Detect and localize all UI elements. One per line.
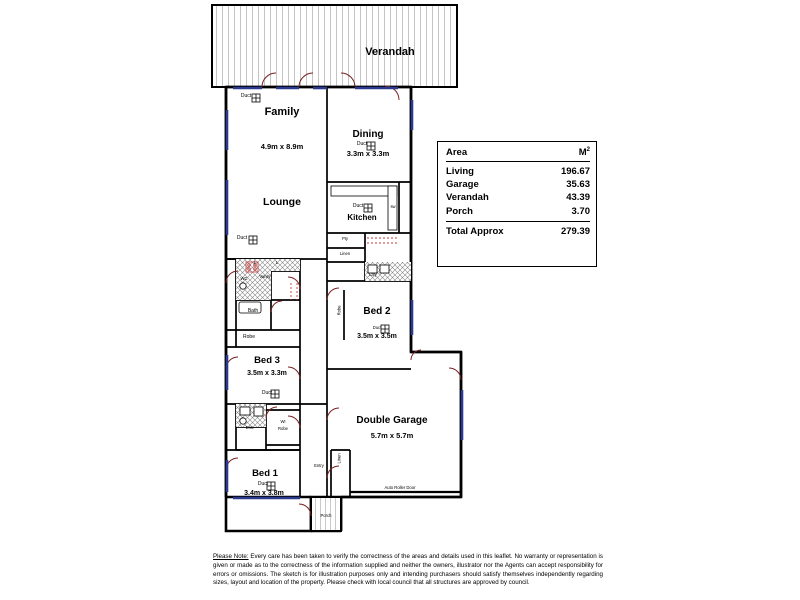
label-robe-bed2: Robe bbox=[336, 305, 342, 316]
label-robe-bed3: Robe bbox=[243, 334, 255, 340]
label-duct-kitchen: Duct bbox=[352, 203, 364, 209]
label-bath: Bath bbox=[247, 308, 259, 314]
label-wi-robe-line2: Robe bbox=[277, 426, 288, 431]
label-duct-bed2: Duct bbox=[372, 325, 382, 330]
label-ensuite: Ens. bbox=[245, 425, 255, 430]
area-row-verandah bbox=[446, 191, 590, 204]
area-label-living: Living bbox=[446, 166, 474, 178]
label-duct-dining: Duct bbox=[356, 141, 368, 147]
area-label-porch: Porch bbox=[446, 205, 473, 217]
label-duct-family: Duct bbox=[240, 93, 252, 99]
room-size-bed2: 3.5m x 3.5m bbox=[357, 333, 397, 340]
label-auto-roller-door: Auto Roller Door bbox=[384, 485, 416, 490]
room-size-bed1: 3.4m x 3.8m bbox=[244, 490, 284, 497]
area-value-total: 279.39 bbox=[560, 225, 590, 237]
room-label-verandah: Verandah bbox=[365, 46, 415, 58]
room-size-dining: 3.3m x 3.3m bbox=[346, 149, 390, 158]
area-summary-table bbox=[437, 141, 597, 267]
area-label-garage: Garage bbox=[446, 179, 479, 191]
room-label-lounge: Lounge bbox=[263, 196, 301, 208]
area-table-divider-bottom bbox=[446, 221, 590, 222]
area-row-garage bbox=[446, 178, 590, 191]
area-table-header bbox=[446, 146, 590, 159]
label-linen-garage: Linen bbox=[336, 453, 342, 464]
disclaimer-text bbox=[213, 553, 603, 588]
room-label-kitchen: Kitchen bbox=[347, 213, 377, 222]
label-porch: Porch bbox=[320, 513, 332, 518]
label-vanity: Vanity bbox=[259, 274, 271, 279]
label-sw-kitchen: sw bbox=[390, 204, 396, 209]
area-value-garage: 35.63 bbox=[566, 179, 590, 191]
area-value-porch: 3.70 bbox=[571, 205, 590, 217]
label-linen-left-1: L bbox=[253, 260, 257, 265]
disclaimer-heading: Please Note: bbox=[213, 553, 249, 560]
label-pantry: Pty bbox=[341, 236, 349, 241]
area-value-living: 196.67 bbox=[560, 166, 590, 178]
room-size-double-garage: 5.7m x 5.7m bbox=[370, 431, 414, 440]
room-label-double-garage: Double Garage bbox=[356, 415, 428, 426]
label-duct-lounge: Duct bbox=[236, 235, 248, 241]
area-table-divider-top bbox=[446, 161, 590, 162]
area-label-total: Total Approx bbox=[446, 225, 504, 237]
room-label-bed3: Bed 3 bbox=[254, 355, 280, 366]
label-linen-left-2: L bbox=[275, 260, 279, 265]
area-header-label: Area bbox=[446, 147, 468, 158]
label-duct-bed1: Duct bbox=[257, 481, 269, 487]
area-row-porch bbox=[446, 205, 590, 218]
area-header-unit: $M^2$ bbox=[578, 147, 590, 159]
label-wc: WC bbox=[240, 276, 248, 281]
label-linen-hall: Linen bbox=[339, 251, 351, 256]
room-size-family: 4.9m x 8.9m bbox=[260, 142, 304, 151]
room-label-bed2: Bed 2 bbox=[363, 306, 391, 317]
label-laundry: La'y bbox=[369, 272, 377, 277]
label-entry: Entry bbox=[314, 463, 324, 468]
area-row-living bbox=[446, 165, 590, 178]
disclaimer-body: Every care has been taken to verify the correctness of the areas and details used in this leaflet. No warranty or representation is given or made as to the correctness of the information supplied and neither the owners, illustrator nor the Agents can accept responsibility for errors or omissions. The sketch is for illustration purposes only and intending purchasers should satisfy themselves independently regarding sizes, layout and location of the property. Please check with local council that all structures are approved by council. bbox=[213, 553, 603, 587]
label-duct-bed3: Duct bbox=[261, 390, 273, 396]
room-label-family: Family bbox=[264, 106, 300, 118]
label-wi-robe-line1: WI bbox=[280, 419, 286, 424]
area-row-total bbox=[446, 225, 590, 238]
room-label-bed1: Bed 1 bbox=[252, 468, 278, 479]
room-size-bed3: 3.5m x 3.3m bbox=[247, 370, 287, 377]
area-label-verandah: Verandah bbox=[446, 192, 489, 204]
room-label-dining: Dining bbox=[352, 129, 384, 140]
area-value-verandah: 43.39 bbox=[566, 192, 590, 204]
